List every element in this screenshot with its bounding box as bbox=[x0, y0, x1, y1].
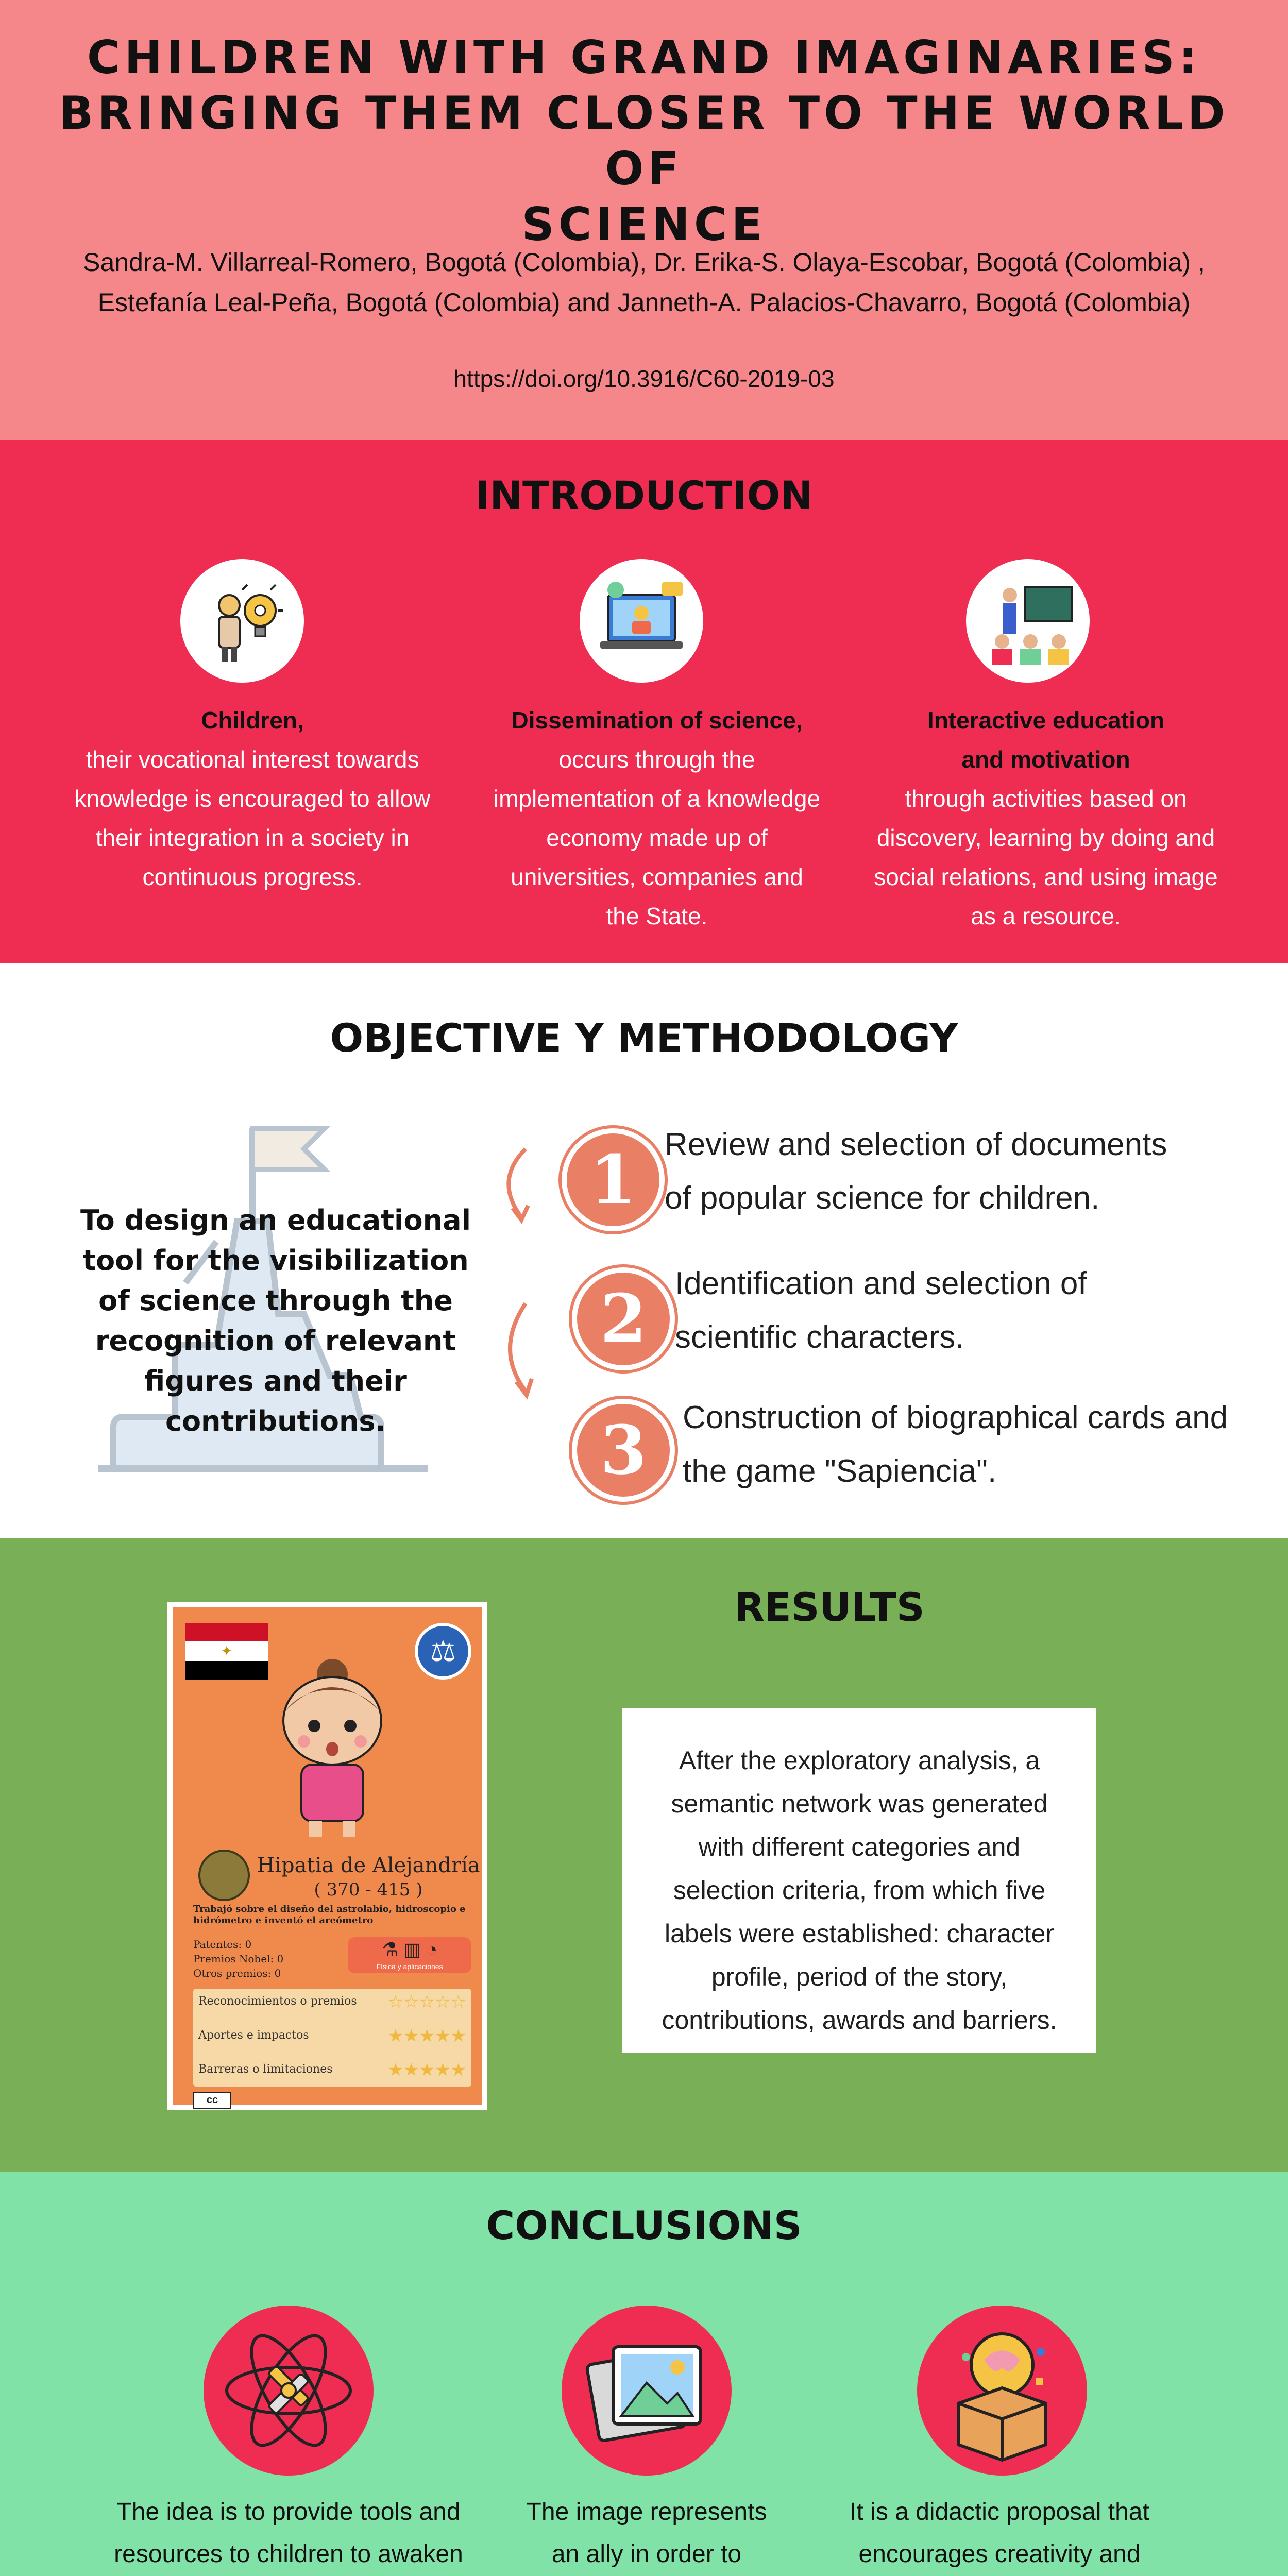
title-line-3: SCIENCE bbox=[521, 198, 767, 251]
doi-link[interactable]: https://doi.org/10.3916/C60-2019-03 bbox=[453, 365, 835, 392]
intro-item-text: through activities based on discovery, learning by doing and social relations, and using image as a resource. bbox=[874, 785, 1218, 929]
page-title bbox=[41, 30, 1247, 252]
objective-section bbox=[0, 963, 1288, 1538]
step-line: the game "Sapiencia". bbox=[683, 1453, 997, 1489]
conclusion-item-3: It is a didactic proposal that encourages creativity and bbox=[850, 2498, 1149, 2568]
step-2-text bbox=[675, 1257, 1273, 1364]
card-nobel: Premios Nobel: 0 bbox=[193, 1953, 284, 1965]
step-3-text bbox=[683, 1391, 1280, 1498]
science-tools-icon bbox=[204, 2306, 374, 2476]
authors bbox=[41, 242, 1247, 323]
rating-stars-barriers: ★★★★★ bbox=[387, 2060, 466, 2080]
intro-item-text: their vocational interest towards knowledge is encouraged to allow their integration in a society in continuous progress. bbox=[74, 746, 431, 890]
intro-item-title: Children, bbox=[201, 707, 304, 734]
hypatia-character-icon bbox=[260, 1654, 404, 1839]
idea-box-icon bbox=[917, 2306, 1087, 2476]
card-category-panel bbox=[348, 1937, 471, 1973]
category-badge-icon: ⚖ bbox=[415, 1623, 471, 1680]
rating-label-barriers: Barreras o limitaciones bbox=[198, 2063, 333, 2076]
intro-item-children bbox=[72, 701, 433, 896]
step-line: Construction of biographical cards and bbox=[683, 1400, 1228, 1435]
conclusions-heading: CONCLUSIONS bbox=[486, 2202, 802, 2248]
card-patents: Patentes: 0 bbox=[193, 1938, 252, 1951]
step-1-text bbox=[665, 1118, 1273, 1225]
header-section bbox=[0, 0, 1288, 440]
card-other-awards: Otros premios: 0 bbox=[193, 1967, 281, 1979]
conclusions-section bbox=[0, 2172, 1288, 2576]
intro-item-text: occurs through the implementation of a knowledge economy made up of universities, companies and the State. bbox=[493, 746, 821, 929]
results-section bbox=[0, 1538, 1288, 2172]
conclusion-item-2: The image represents an ally in order to bbox=[526, 2498, 767, 2568]
step-3-badge: 3 bbox=[572, 1399, 675, 1502]
egypt-flag-icon: ✦ bbox=[185, 1623, 268, 1680]
intro-item-title: Dissemination of science, bbox=[511, 707, 803, 734]
rating-stars-contributions: ★★★★★ bbox=[387, 2026, 466, 2046]
authors-line-1: Sandra-M. Villarreal-Romero, Bogotá (Colombia), Dr. Erika-S. Olaya-Escobar, Bogotá (Colombia) , bbox=[83, 248, 1205, 277]
title-line-1: CHILDREN WITH GRAND IMAGINARIES: bbox=[87, 31, 1201, 84]
step-2-badge: 2 bbox=[572, 1267, 675, 1370]
cc-license-icon: cc bbox=[193, 2092, 231, 2109]
step-line: scientific characters. bbox=[675, 1319, 964, 1355]
card-description: Trabajó sobre el diseño del astrolabio, hidroscopio e hidrómetro e inventó el areómetro bbox=[193, 1904, 466, 1926]
rating-label-awards: Reconocimientos o premios bbox=[198, 1995, 357, 2008]
objective-heading: OBJECTIVE Y METHODOLOGY bbox=[330, 1015, 958, 1061]
child-ideas-icon bbox=[180, 559, 304, 683]
rating-label-contributions: Aportes e impactos bbox=[198, 2029, 309, 2042]
card-stats bbox=[193, 1937, 327, 1980]
seal-icon bbox=[198, 1850, 250, 1901]
results-heading: RESULTS bbox=[734, 1584, 925, 1630]
introduction-section bbox=[0, 440, 1288, 963]
title-line-2: BRINGING THEM CLOSER TO THE WORLD OF bbox=[59, 87, 1229, 195]
flow-arrows bbox=[489, 1144, 562, 1473]
step-line: of popular science for children. bbox=[665, 1180, 1100, 1216]
image-gallery-icon bbox=[562, 2306, 732, 2476]
results-text-box: After the exploratory analysis, a semantic network was generated with different categories and selection criteria, from which five labels were established: character profile, period of the story, contributions, awards and barriers. bbox=[622, 1708, 1096, 2053]
card-name: Hipatia de Alejandría bbox=[257, 1854, 480, 1877]
online-learning-icon bbox=[580, 559, 703, 683]
intro-item-dissemination bbox=[492, 701, 822, 936]
conclusion-item-1: The idea is to provide tools and resources to children to awaken bbox=[114, 2498, 463, 2568]
classroom-icon bbox=[966, 559, 1090, 683]
intro-item-interactive bbox=[871, 701, 1221, 936]
chart-tools-icon: ⚗ ▥ ◔ bbox=[381, 1939, 438, 1960]
introduction-heading: INTRODUCTION bbox=[475, 472, 813, 518]
rating-stars-awards: ☆☆☆☆☆ bbox=[387, 1992, 466, 2012]
authors-line-2: Estefanía Leal-Peña, Bogotá (Colombia) and Janneth-A. Palacios-Chavarro, Bogotá (Colombia) bbox=[97, 288, 1191, 317]
card-category: Física y aplicaciones bbox=[376, 1962, 443, 1971]
intro-item-title: Interactive education and motivation bbox=[927, 707, 1165, 773]
card-years: ( 370 - 415 ) bbox=[314, 1879, 423, 1900]
step-line: Review and selection of documents bbox=[665, 1127, 1167, 1162]
objective-goal: To design an educational tool for the visibilization of science through the recognition of relevant figures and their contributions. bbox=[80, 1204, 471, 1437]
step-1-badge: 1 bbox=[562, 1128, 665, 1231]
step-line: Identification and selection of bbox=[675, 1266, 1087, 1301]
biographical-card bbox=[167, 1602, 487, 2110]
card-ratings bbox=[193, 1989, 471, 2087]
